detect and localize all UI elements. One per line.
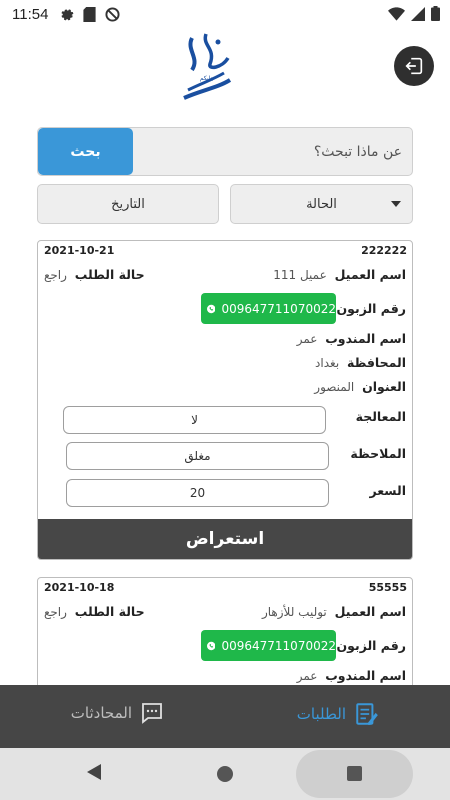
nav-chats-label: المحادثات xyxy=(70,704,132,722)
signal-icon xyxy=(411,7,425,25)
request-status-label: حالة الطلب xyxy=(74,267,145,282)
system-nav-bar xyxy=(0,748,450,800)
no-disturb-icon xyxy=(104,6,120,22)
order-date: 2021-10-21 xyxy=(44,244,115,257)
delegate-label: اسم المندوب xyxy=(325,331,406,346)
home-icon[interactable] xyxy=(217,766,233,782)
request-status-value: راجع xyxy=(44,605,67,619)
nav-chats[interactable] xyxy=(71,701,164,725)
province-label: المحافظة xyxy=(346,355,406,370)
nav-orders[interactable] xyxy=(297,701,380,727)
orders-list-icon xyxy=(354,701,380,727)
customer-name-row xyxy=(262,604,406,619)
view-order-button[interactable]: استعراض xyxy=(38,519,412,559)
request-status-label: حالة الطلب xyxy=(74,604,145,619)
sd-card-icon xyxy=(81,6,97,22)
customer-name-label: اسم العميل xyxy=(334,604,406,619)
phone-number: 009647711070022 xyxy=(221,638,336,653)
order-id: 55555 xyxy=(368,581,407,594)
price-field[interactable] xyxy=(66,479,329,507)
address-value: المنصور xyxy=(314,380,355,394)
order-id: 222222 xyxy=(361,244,407,257)
price-label: السعر xyxy=(369,483,406,498)
customer-name-label: اسم العميل xyxy=(334,267,406,282)
status-bar xyxy=(0,0,450,28)
call-phone-button[interactable] xyxy=(201,630,336,661)
province-row xyxy=(315,355,406,370)
nav-orders-label: الطلبات xyxy=(296,705,346,723)
customer-name-value: عميل 111 xyxy=(273,268,327,282)
date-filter[interactable] xyxy=(37,184,219,224)
battery-icon xyxy=(431,6,440,25)
phone-icon xyxy=(207,299,215,319)
logout-button[interactable] xyxy=(394,46,434,86)
search-bar xyxy=(37,127,413,176)
address-label: العنوان xyxy=(362,379,406,394)
address-row xyxy=(314,379,406,394)
customer-name-value: توليب للأزهار xyxy=(261,605,327,619)
request-status-row xyxy=(44,604,145,619)
phone-icon xyxy=(207,636,215,656)
status-filter[interactable] xyxy=(230,184,413,224)
notes-field[interactable] xyxy=(66,442,329,470)
processing-value: لا xyxy=(191,413,198,427)
request-status-row xyxy=(44,267,145,282)
date-filter-label: التاريخ xyxy=(111,196,145,212)
search-button[interactable]: بحث xyxy=(38,128,133,175)
call-phone-button[interactable] xyxy=(201,293,336,324)
status-time: 11:54 xyxy=(12,5,49,23)
notes-value: مغلق xyxy=(184,449,211,463)
province-value: بغداد xyxy=(315,356,340,370)
phone-label: رقم الزبون xyxy=(336,301,406,316)
back-icon[interactable] xyxy=(87,764,101,780)
notes-label: الملاحظة xyxy=(350,446,406,461)
wifi-icon xyxy=(388,7,405,25)
logout-icon xyxy=(403,55,425,77)
delegate-value: عمر xyxy=(296,332,318,346)
status-filter-label: الحالة xyxy=(306,196,337,212)
chat-bubble-icon xyxy=(140,701,164,725)
search-input[interactable] xyxy=(134,128,412,175)
delegate-row xyxy=(297,668,406,683)
bottom-nav xyxy=(0,685,450,748)
price-value: 20 xyxy=(189,486,206,500)
processing-label: المعالجة xyxy=(355,409,406,424)
customer-name-row xyxy=(273,267,406,282)
chevron-down-icon xyxy=(391,201,401,207)
phone-number: 009647711070022 xyxy=(221,301,336,316)
app-logo xyxy=(172,28,242,106)
processing-field[interactable] xyxy=(63,406,326,434)
settings-icon xyxy=(58,6,74,22)
recents-icon[interactable] xyxy=(347,766,362,781)
request-status-value: راجع xyxy=(44,268,67,282)
delegate-label: اسم المندوب xyxy=(325,668,406,683)
delegate-row xyxy=(297,331,406,346)
order-date: 2021-10-18 xyxy=(44,581,115,594)
order-card xyxy=(37,240,413,560)
logo-text: جابكم xyxy=(199,75,215,82)
phone-label: رقم الزبون xyxy=(336,638,406,653)
delegate-value: عمر xyxy=(296,669,318,683)
